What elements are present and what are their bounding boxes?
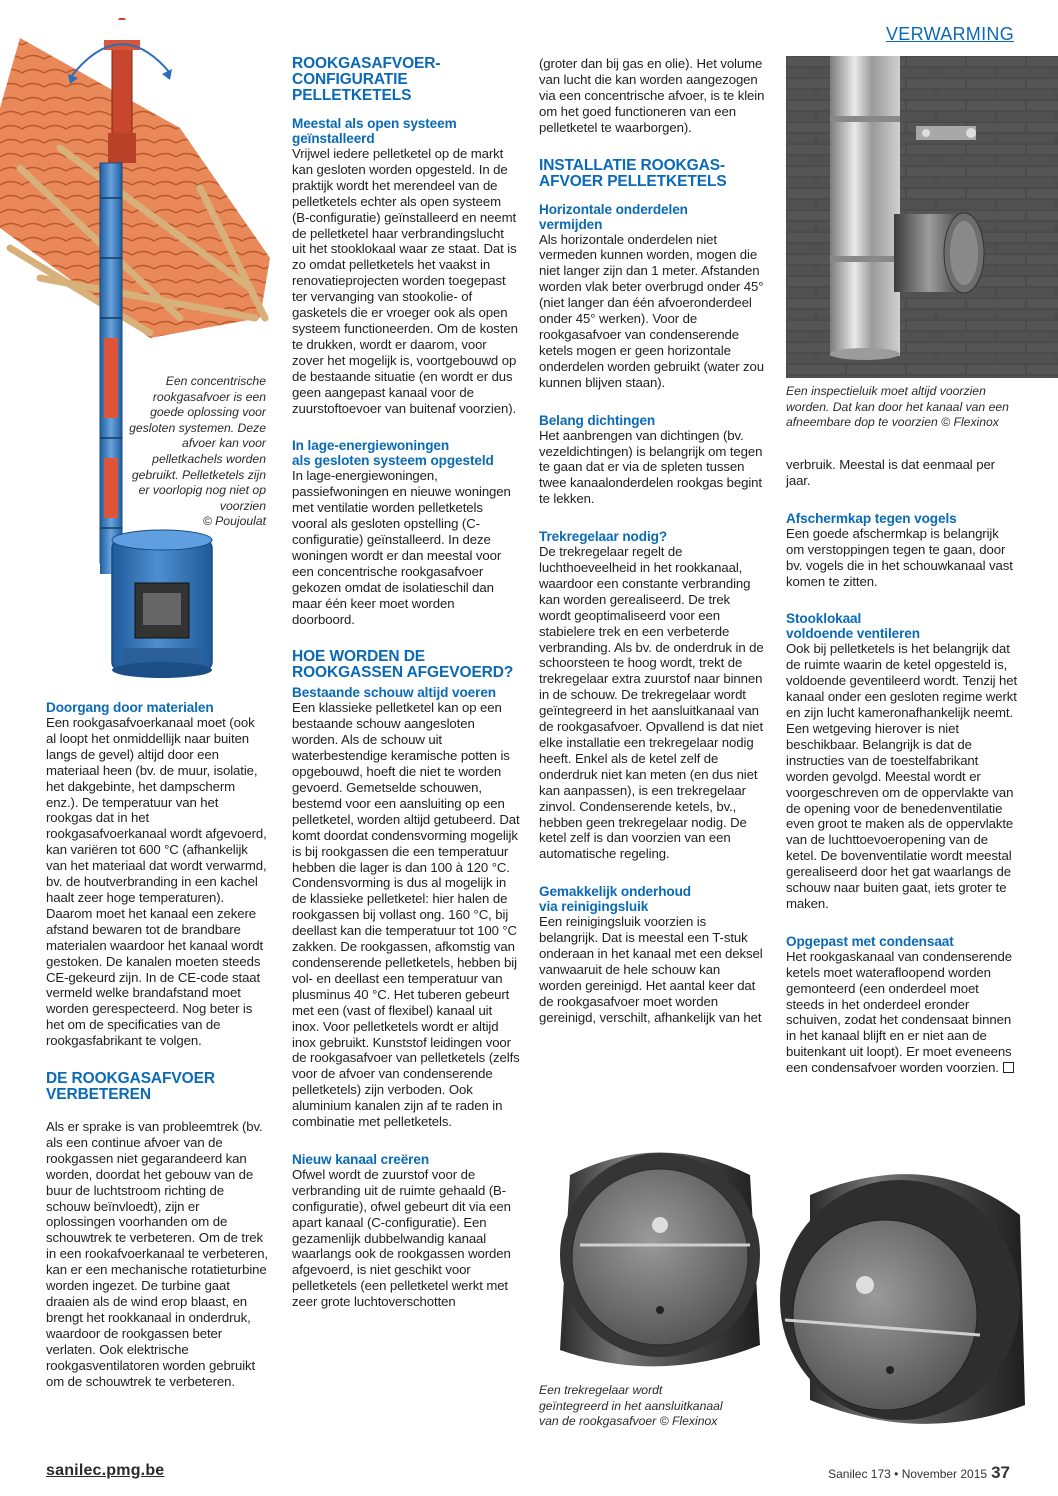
subheading: In lage-energiewoningen xyxy=(292,438,450,454)
subheading: Gemakkelijk onderhoud xyxy=(539,884,692,900)
caption-line: goede oplossing voor xyxy=(150,405,266,420)
paragraph: Een reinigingsluik voorzien is belangrijk. Dat is meestal een T-stuk onderaan in het kanaal met een deksel vanwaaruit de hele schouw kan worden gereinigd. Het aantal keer dat de rookgasafvoer moet worden gereinigd, verschilt, afhankelijk van het xyxy=(539,914,763,1025)
end-mark-icon xyxy=(1003,1062,1014,1073)
column-1 xyxy=(46,700,268,1389)
paragraph: Als er sprake is van probleemtrek (bv. als een continue afvoer van de rookgassen niet gegarandeerd kan worden, doordat het gebouw van de buur de luchtstroom richting de schouw beïnvloedt), zijn er oplossingen voorhanden om de schouwtrek te verbeteren. Om de trek in een rookafvoerkanaal te verbeteren, kan er een mechanische rotatieturbine worden ingezet. De turbine gaat draaien als de wind erop blaast, en brengt het rookkanaal in onderdruk, waardoor de rookgassen beter verlaten. Ook elektrische rookgasventilatoren worden gebruikt om de schouwtrek te verbeteren. xyxy=(46,1119,268,1389)
paragraph: Ook bij pelletketels is het belangrijk dat de ruimte waarin de ketel opgesteld is, voldoende geventileerd wordt. Tenzij het kanaal onder een gesloten regime werkt en zijn lucht kameronafhankelijk neemt. Een wetgeving hierover is niet beschikbaar. Belangrijk is dat de instructies van de toestelfabrikant worden gevolgd. Meestal wordt er voorgeschreven om de oppervlakte van de opening voor de benedenventilatie even groot te maken als de oppervlakte van de luchttoevoeropening van de ketel. De bovenventilatie wordt meestal gerealiseerd door het gat waarlangs de schouw naar buiten gaat, iets groter te maken. xyxy=(786,641,1018,911)
paragraph: De trekregelaar regelt de luchthoeveelheid in het rookkanaal, waardoor een constante verbranding kan worden gerealiseerd. De trek wordt geoptimaliseerd voor een stabielere trek en een verbeterde verbranding. Als bv. de onderdruk in de schoorsteen te hoog wordt, trekt de trekregelaar extra zuurstof naar binnen in de schouw. De trekregelaar wordt geïntegreerd in het aansluitkanaal van de rookgasafvoer. Opvallend is dat niet elke installatie een trekregelaar nodig heeft. Enkel als de ketel zelf de onderdruk niet kan meten (en dus niet kan aanpassen), is een trekregelaar zinvol. Condenserende ketels, bv., hebben geen trekregelaar nodig. De ketel zelf is dan voorzien van een automatische regeling. xyxy=(539,544,764,862)
caption-line: Een concentrische xyxy=(165,374,266,388)
paragraph: Een rookgasafvoerkanaal moet (ook al loopt het onmiddellijk naar buiten langs de gevel) altijd door een materiaal heen (bv. de muur, isolatie, het dakgebinte, het dampscherm enz.). De temperatuur van het rookgas dat in het rookgasafvoerkanaal wordt afgevoerd, kan variëren tot 600 °C (afhankelijk van het materiaal dat wordt verwarmd, bv. de houtverbranding in een kachel haalt zeer hoge temperaturen). Daarom moet het kanaal een zekere afstand bewaren tot de brandbare materialen waardoor het kanaal wordt gestoken. De kanalen moeten steeds CE-gekeurd zijn. In de CE-code staat vermeld welke brandafstand moet worden gerespecteerd. Nog beter is het om de specificaties van de rookgasfabrikant te volgen. xyxy=(46,715,267,1049)
paragraph: verbruik. Meestal is dat eenmaal per jaar. xyxy=(786,457,995,488)
section-header[interactable]: VERWARMING xyxy=(885,24,1014,44)
draught-regulator-caption xyxy=(539,1383,739,1430)
subheading: via reinigingsluik xyxy=(539,899,649,915)
column-3 xyxy=(539,56,765,1026)
paragraph: Een klassieke pelletketel kan op een bestaande schouw aangesloten worden. Als de schouw uit waterbestendige keramische potten is opgebouwd, hoeft die niet te worden gevoerd. Gemetselde schouwen, bestemd voor een aansluiting op een pelletketel, worden altijd getubeerd. Dat komt doordat condensvorming mogelijk is bij rookgassen die een temperatuur hebben die lager is dan 100 à 120 °C. Condensvorming is dus al mogelijk in de klassieke pelletketel: hier halen de rookgassen bij vollast ong. 160 °C, bij deellast kan die temperatuur tot 100 °C zakken. De rookgassen, afkomstig van condenserende pelletketels, hebben bij vol- en deellast een temperatuur van plusminus 40 °C. Het tuberen gebeurt met een (vast of flexibel) kanaal uit inox. Voor pelletketels wordt er altijd inox gebruikt. Kunststof leidingen voor de rookgasafvoer van pelletketels (zelfs voor de afvoer van condenserende pelletketels) zijn verboden. Ook aluminium kanalen zijn af te raden in combinatie met pelletketels. xyxy=(292,700,520,1130)
paragraph: Als horizontale onderdelen niet vermeden kunnen worden, mogen die niet langer zijn dan 1 meter. Afstanden worden vlak beter overbrugd onder 45° (niet langer dan één afvoeronderdeel onder 45° werken). Voor de rookgasafvoer van condenserende ketels mogen er geen horizontale onderdelen worden gebruikt (water zou kunnen blijven staan). xyxy=(539,231,765,390)
caption-line: er voorlopig nog niet op xyxy=(138,483,266,498)
paragraph: In lage-energiewoningen, passiefwoningen en nieuwe woningen met ventilatie worden pelletketels vooral als gesloten opstelling (C-configuratie) geïnstalleerd. In deze woningen wordt er dan meestal voor een concentrische rookgasafvoer gekozen omdat de isolatieschil dan maar één keer moet worden doorboord. xyxy=(292,468,511,627)
section-title: VERBETEREN xyxy=(46,1086,151,1104)
paragraph: Vrijwel iedere pelletketel op de markt kan gesloten worden opgesteld. In de praktijk wordt het merendeel van de pelletketels echter als open systeem (B-configuratie) geïnstalleerd en neemt de pelletketel haar verbrandingslucht uit het stooklokaal waar ze staat. Dat is zo omdat pelletketels het vaakst in renovatieprojecten worden toegepast ter vervanging van stookolie- of gasketels die er vroeger ook als open systeem functioneerden. Om de kosten te drukken, wordt er daarom, voor zover het mogelijk is, voortgebouwd op de bestaande situatie (en wordt er dus geen aangepast kanaal voor de zuurstoftoevoer van buitenaf voorzien). xyxy=(292,146,518,416)
section-title: DE ROOKGASAFVOER xyxy=(46,1070,215,1088)
caption-line: rookgasafvoer is een xyxy=(152,389,266,404)
caption-line: gesloten systemen. Deze xyxy=(129,420,266,435)
caption-line: afneembare dop te voorzien © Flexinox xyxy=(786,415,999,430)
caption-line: afvoer kan voor xyxy=(181,436,266,451)
paragraph xyxy=(786,949,1018,1076)
paragraph: Een goede afschermkap is belangrijk om verstoppingen tegen te gaan, door bv. vogels die in het schouwkanaal vast komen te zitten. xyxy=(786,525,1013,589)
caption-line: pelletkachels worden xyxy=(152,451,266,466)
subheading: Bestaande schouw altijd voeren xyxy=(292,685,496,701)
section-title: INSTALLATIE ROOKGAS- xyxy=(539,156,725,174)
chimney-illustration xyxy=(0,18,282,690)
subheading: Nieuw kanaal creëren xyxy=(292,1151,430,1167)
caption-line: geïntegreerd in het aansluitkanaal xyxy=(539,1398,723,1413)
subheading: Belang dichtingen xyxy=(539,412,656,428)
caption-line: Een inspectieluik moet altijd voorzien xyxy=(786,384,986,398)
subheading: Meestal als open systeem xyxy=(292,116,457,131)
page-footer xyxy=(828,1463,1010,1483)
website-link[interactable]: sanilec.pmg.be xyxy=(46,1462,165,1479)
section-title: HOE WORDEN DE xyxy=(292,648,426,666)
caption-line: van de rookgasafvoer © Flexinox xyxy=(539,1414,718,1429)
subheading: vermijden xyxy=(539,216,603,232)
inspection-photo-caption xyxy=(786,384,1046,431)
caption-line: worden. Dat kan door het kanaal van een xyxy=(786,399,1009,414)
subheading: geïnstalleerd xyxy=(292,131,375,146)
section-title: CONFIGURATIE PELLETKETELS xyxy=(292,71,412,104)
caption-line: voorzien xyxy=(219,498,266,513)
section-title: ROOKGASSEN AFGEVOERD? xyxy=(292,664,514,682)
paragraph-text: Het rookgaskanaal van condenserende ketels moet waterafloopend worden gemonteerd (een onderdeel moet steeds in het onderdeel eronder schuiven, zodat het condensaat binnen in het kanaal blijft en er niet aan de buitenkant uit loopt). Er moet eveneens een condensafvoer worden voorzien. xyxy=(786,948,1012,1076)
subheading: Stooklokaal xyxy=(786,611,862,627)
caption-line: gebruikt. Pelletketels zijn xyxy=(131,467,266,482)
subheading: voldoende ventileren xyxy=(786,626,920,642)
paragraph: Ofwel wordt de zuurstof voor de verbranding uit de ruimte gehaald (B-configuratie), ofwel gebeurt dit via een apart kanaal (C-configuratie). Een gezamenlijk dubbelwandig kanaal waarlangs ook de rookgassen worden afgevoerd, is niet geschikt voor pelletketels (een pelletketel werkt met zeer grote luchtoverschotten xyxy=(292,1166,511,1310)
subheading: Afschermkap tegen vogels xyxy=(786,510,957,526)
subheading: Doorgang door materialen xyxy=(46,700,214,715)
column-2 xyxy=(292,56,520,1310)
column-4 xyxy=(786,457,1018,1076)
illustration-caption xyxy=(106,374,266,530)
subheading: Trekregelaar nodig? xyxy=(539,529,668,545)
subheading: Opgepast met condensaat xyxy=(786,933,954,949)
paragraph: (groter dan bij gas en olie). Het volume van lucht die kan worden aangezogen via een concentrische afvoer, is te klein om het goed functioneren van een pelletketel te waarborgen). xyxy=(539,56,765,135)
inspection-pipe-photo xyxy=(786,56,1058,378)
subheading: als gesloten systeem opgesteld xyxy=(292,453,494,469)
caption-line: Een trekregelaar wordt xyxy=(539,1383,663,1397)
paragraph: Het aanbrengen van dichtingen (bv. vezeldichtingen) is belangrijk om tegen te gaan dat er via de spleten tussen twee kanaalonderdelen rookgas begint te lekken. xyxy=(539,427,763,507)
subheading: Horizontale onderdelen xyxy=(539,201,688,217)
section-title: AFVOER PELLETKETELS xyxy=(539,172,727,190)
caption-line: © Poujoulat xyxy=(202,514,266,529)
section-title: ROOKGASAFVOER- xyxy=(292,55,441,72)
page-number: 37 xyxy=(991,1463,1010,1482)
issue-info: Sanilec 173 • November 2015 xyxy=(828,1467,988,1481)
